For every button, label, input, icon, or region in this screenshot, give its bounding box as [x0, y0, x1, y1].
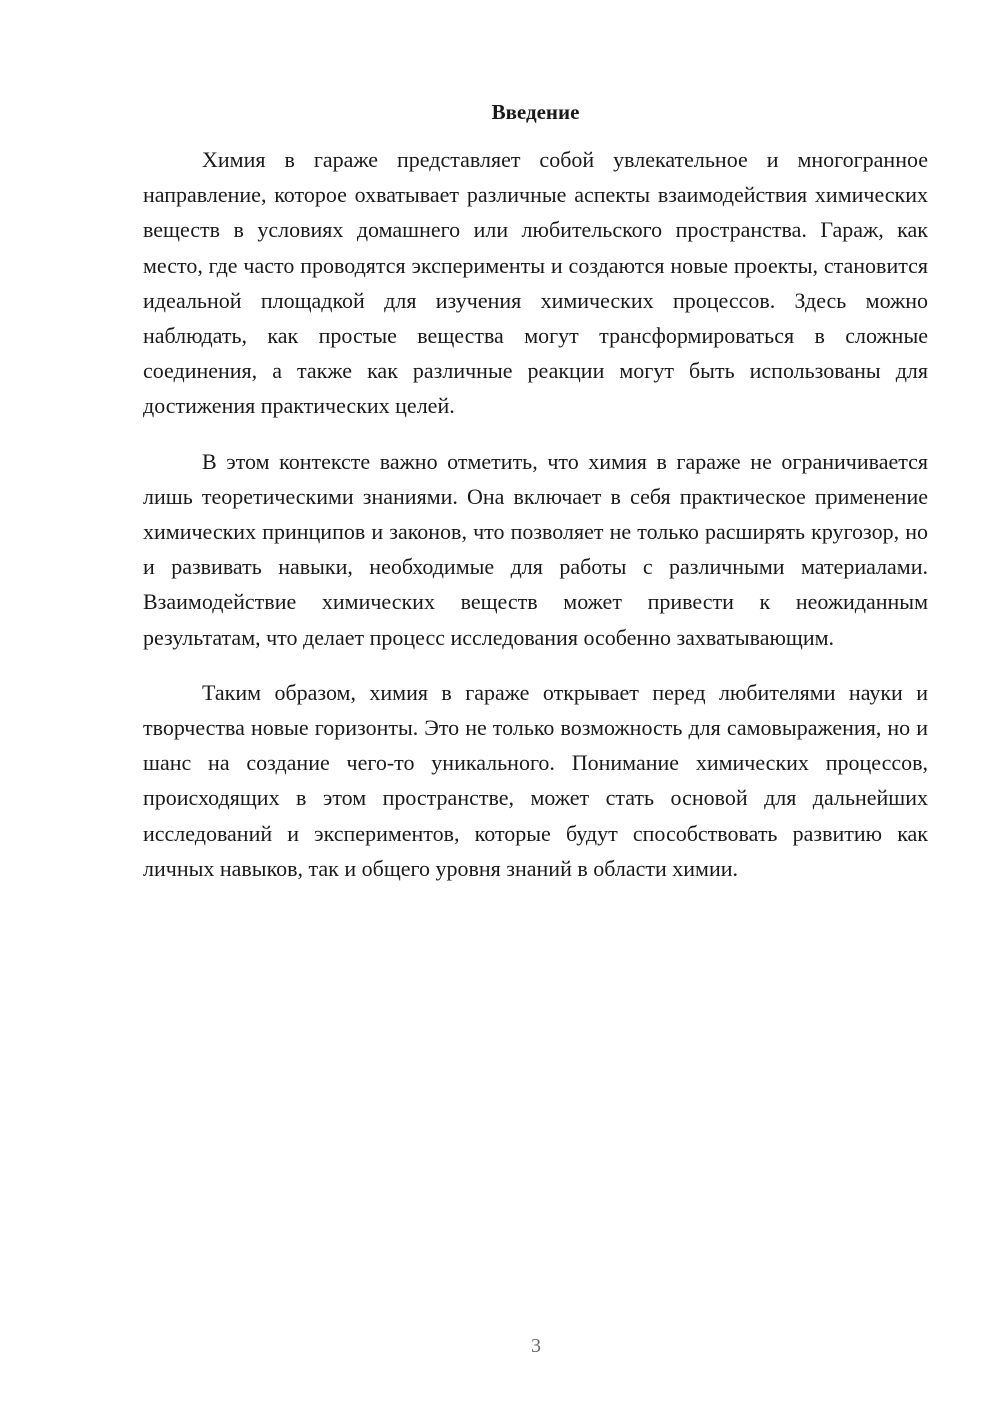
body-text [143, 142, 928, 886]
page-number: 3 [531, 1335, 541, 1357]
section-heading: Введение [491, 100, 580, 124]
paragraph-1: Химия в гараже представляет собой увлекательное и многогранное направление, которое охватывает различные аспекты взаимодействия химических веществ в условиях домашнего или любительского пространства. Гараж, как место, где часто проводятся эксперименты и создаются новые проекты, становится идеальной площадкой для изучения химических процессов. Здесь можно наблюдать, как простые вещества могут трансформироваться в сложные соединения, а также как различные реакции могут быть использованы для достижения практических целей. [143, 147, 928, 419]
paragraph-3: Таким образом, химия в гараже открывает перед любителями науки и творчества новые горизонты. Это не только возможность для самовыражения, но и шанс на создание чего-то уникального. Понимание химических процессов, происходящих в этом пространстве, может стать основой для дальнейших исследований и экспериментов, которые будут способствовать развитию как личных навыков, так и общего уровня знаний в области химии. [143, 679, 928, 881]
paragraph-2: В этом контексте важно отметить, что химия в гараже не ограничивается лишь теоретическими знаниями. Она включает в себя практическое применение химических принципов и законов, что позволяет не только расширять кругозор, но и развивать навыки, необходимые для работы с различными материалами. Взаимодействие химических веществ может привести к неожиданным результатам, что делает процесс исследования особенно захватывающим. [143, 448, 928, 650]
